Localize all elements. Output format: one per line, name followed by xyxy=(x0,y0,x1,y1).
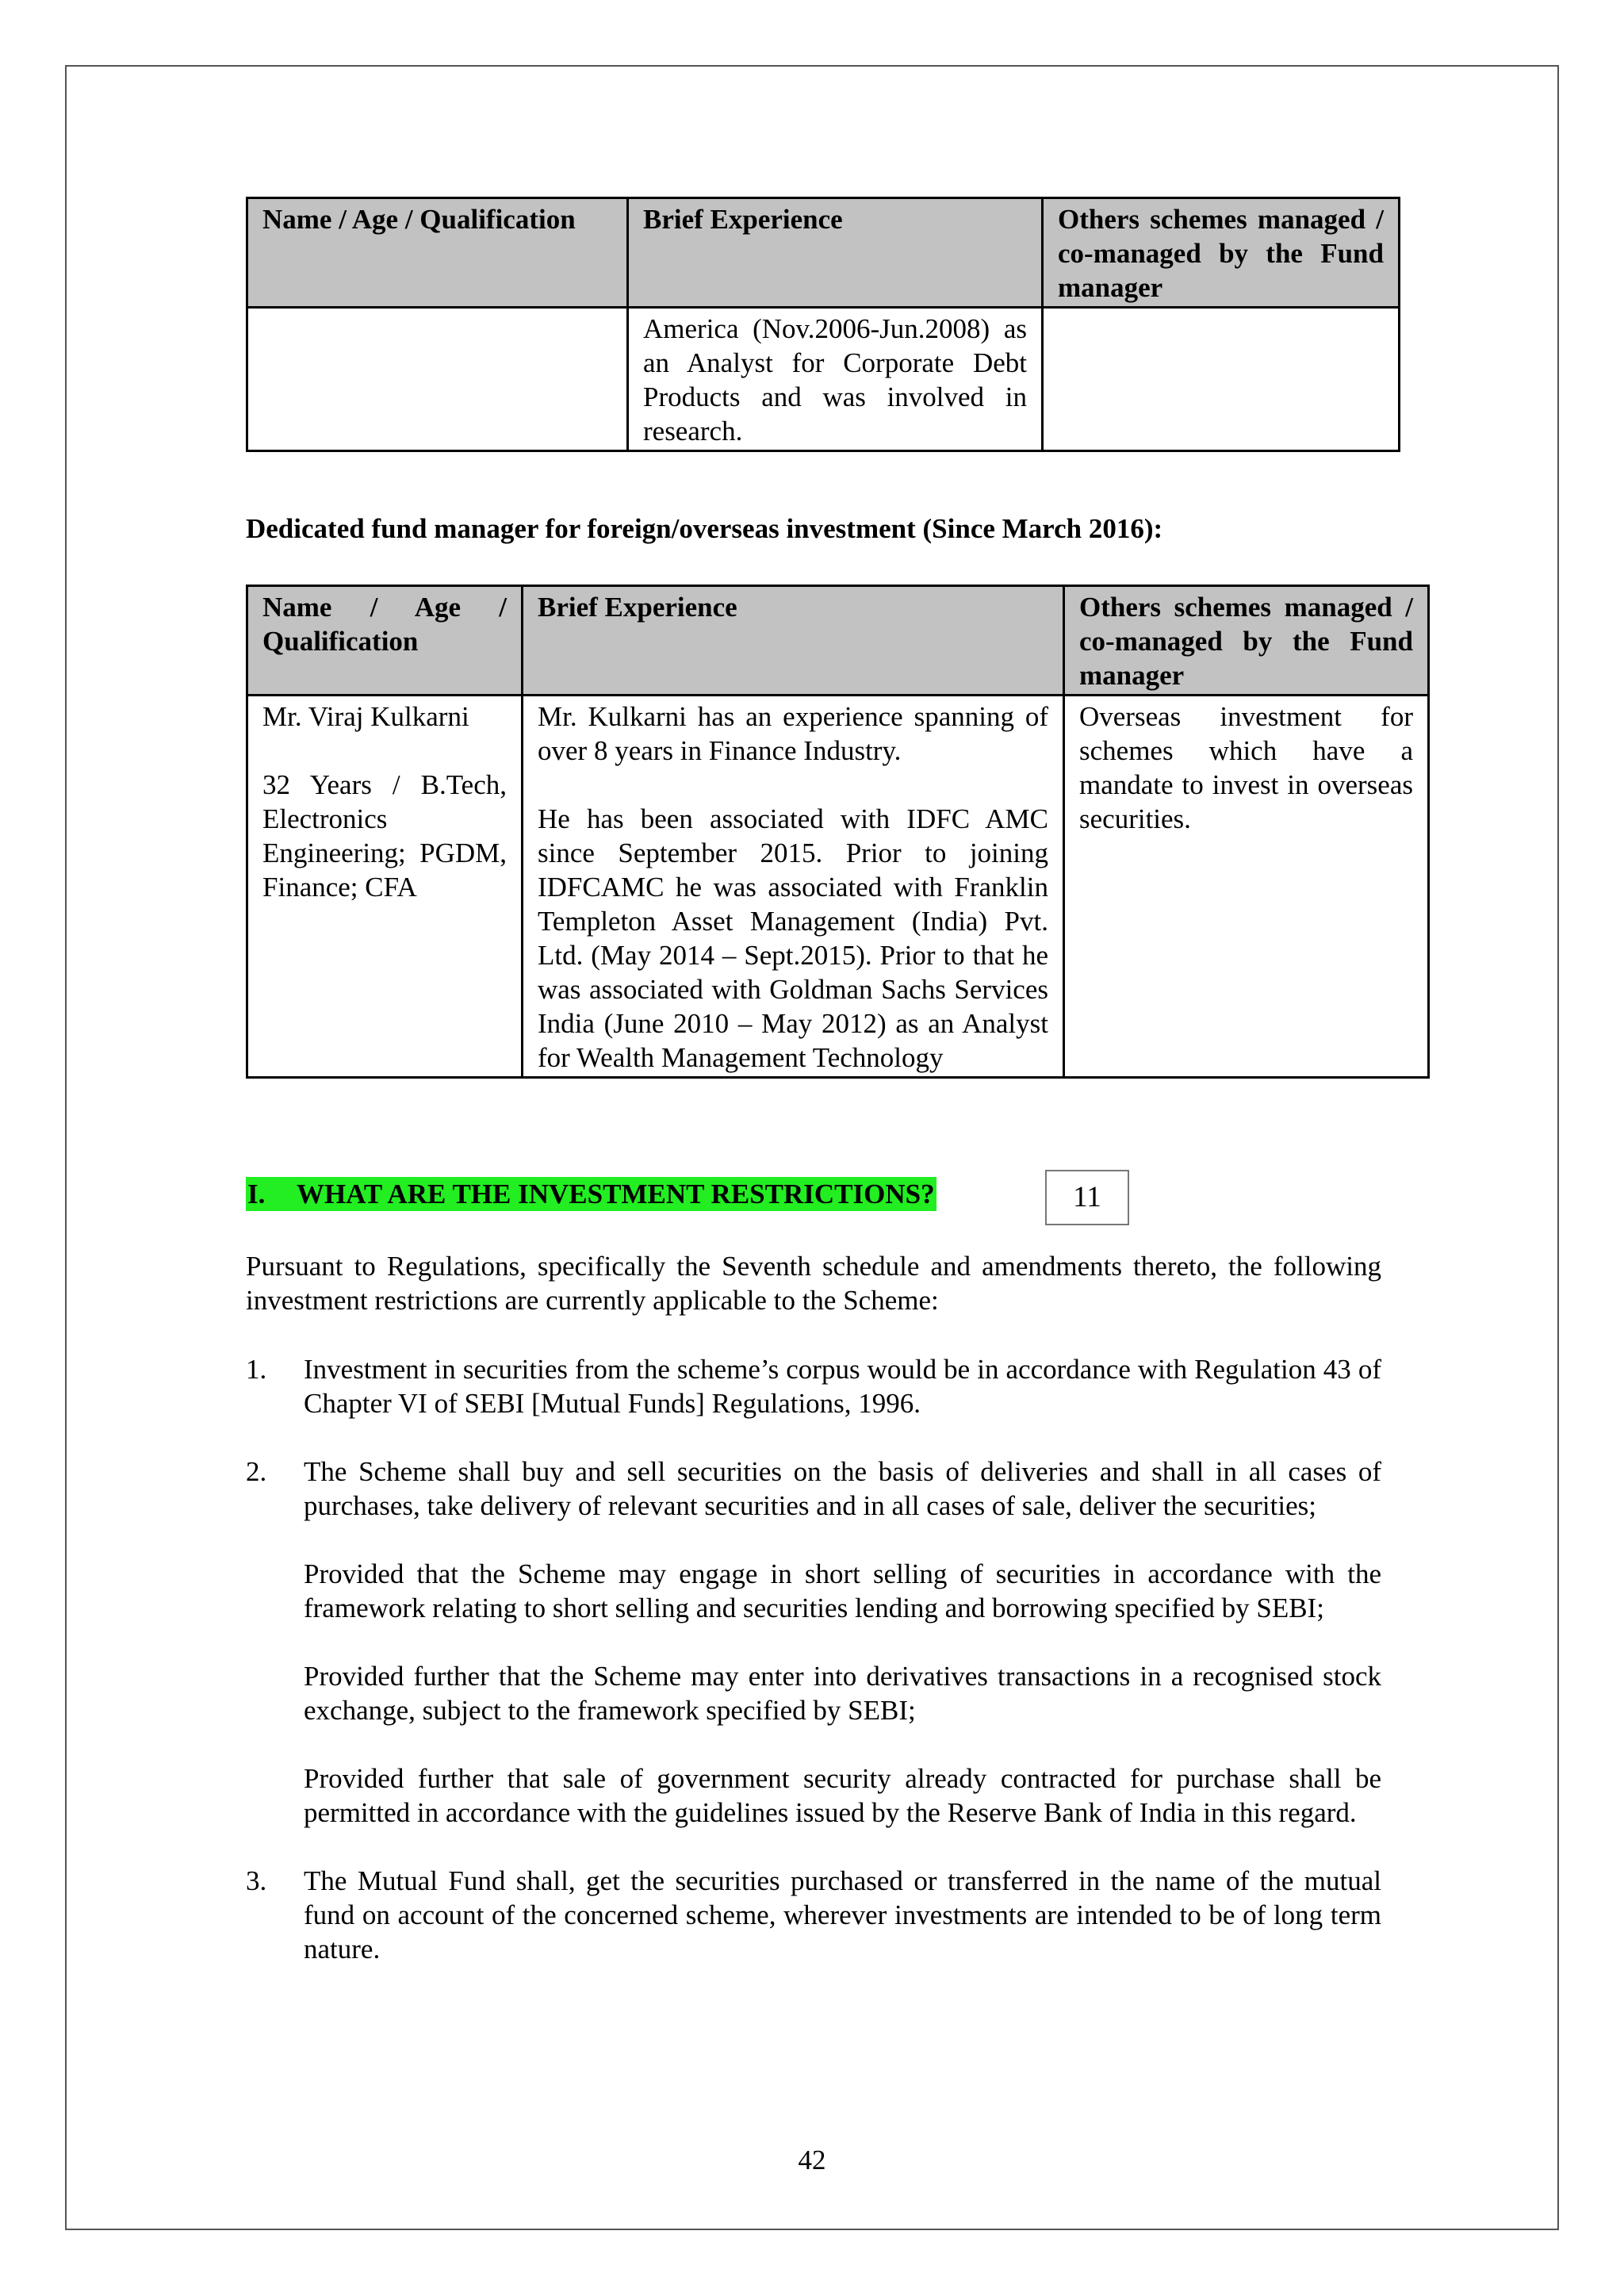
list-item-paragraph: Provided that the Scheme may engage in short selling of securities in accordance with the framework relating to short selling and securities lending and borrowing specified by SEBI; xyxy=(304,1558,1381,1623)
experience-paragraph-2: He has been associated with IDFC AMC since September 2015. Prior to joining IDFCAMC he was associated with Franklin Templeton Asset Management (India) Pvt. Ltd. (May 2014 – Sept.2015). Prior to that he was associated with Goldman Sachs Services India (June 2010 – May 2012) as an Analyst for Wealth Management Technology xyxy=(538,803,1048,1073)
cell-name xyxy=(247,308,628,451)
cell-name-qualification xyxy=(247,696,523,1078)
cell-experience xyxy=(523,696,1064,1078)
restrictions-list xyxy=(246,1352,1381,1966)
table-header-row xyxy=(247,586,1429,696)
list-item-paragraph: Investment in securities from the scheme’s corpus would be in accordance with Regulation 43 of Chapter VI of SEBI [Mutual Funds] Regulations, 1996. xyxy=(304,1354,1381,1419)
dedicated-fund-manager-heading: Dedicated fund manager for foreign/overseas investment (Since March 2016): xyxy=(246,513,1163,544)
intro-paragraph: Pursuant to Regulations, specifically the Seventh schedule and amendments thereto, the following investment restrictions are currently applicable to the Scheme: xyxy=(246,1251,1381,1316)
manager-name: Mr. Viraj Kulkarni xyxy=(262,701,469,732)
list-item-number: 2. xyxy=(246,1456,267,1487)
section-number: I. xyxy=(247,1179,266,1209)
list-item-paragraph: The Mutual Fund shall, get the securities purchased or transferred in the name of the mutual fund on account of the concerned scheme, wherever investments are intended to be of long term nature. xyxy=(304,1865,1381,1964)
header-name-age-qualification: Name / Age / Qualification xyxy=(247,198,628,308)
list-item-paragraph: Provided further that the Scheme may enter into derivatives transactions in a recognised stock exchange, subject to the framework specified by SEBI; xyxy=(304,1661,1381,1726)
header-other-schemes: Others schemes managed / co-managed by the Fund manager xyxy=(1043,198,1400,308)
page-number: 42 xyxy=(798,2145,826,2175)
section-heading-investment-restrictions xyxy=(246,1177,936,1211)
list-item-paragraph: Provided further that sale of government security already contracted for purchase shall be permitted in accordance with the guidelines issued by the Reserve Bank of India in this regard. xyxy=(304,1763,1381,1828)
cell-other-schemes: Overseas investment for schemes which have a mandate to invest in overseas securities. xyxy=(1064,696,1429,1078)
table-header-row xyxy=(247,198,1400,308)
cell-other-schemes xyxy=(1043,308,1400,451)
header-brief-experience: Brief Experience xyxy=(628,198,1043,308)
list-item xyxy=(246,1864,1381,1966)
reference-number-box: 11 xyxy=(1045,1170,1129,1225)
list-item-paragraph: The Scheme shall buy and sell securities on the basis of deliveries and shall in all cases of purchases, take delivery of relevant securities and in all cases of sale, deliver the securities; xyxy=(304,1456,1381,1521)
list-item xyxy=(246,1352,1381,1420)
list-item-number: 3. xyxy=(246,1865,267,1896)
fund-manager-table-continued xyxy=(246,197,1400,452)
header-name-age-qualification: Name / Age / Qualification xyxy=(247,586,523,696)
dedicated-fund-manager-table xyxy=(246,585,1430,1079)
experience-paragraph-1: Mr. Kulkarni has an experience spanning of over 8 years in Finance Industry. xyxy=(538,701,1048,766)
list-item xyxy=(246,1455,1381,1830)
section-title: WHAT ARE THE INVESTMENT RESTRICTIONS? xyxy=(297,1179,935,1209)
cell-experience: America (Nov.2006-Jun.2008) as an Analyst for Corporate Debt Products and was involved in research. xyxy=(628,308,1043,451)
table-row xyxy=(247,308,1400,451)
header-other-schemes: Others schemes managed / co-managed by the Fund manager xyxy=(1064,586,1429,696)
manager-qualification: 32 Years / B.Tech, Electronics Engineering; PGDM, Finance; CFA xyxy=(262,769,507,903)
table-row xyxy=(247,696,1429,1078)
list-item-number: 1. xyxy=(246,1354,267,1385)
header-brief-experience: Brief Experience xyxy=(523,586,1064,696)
